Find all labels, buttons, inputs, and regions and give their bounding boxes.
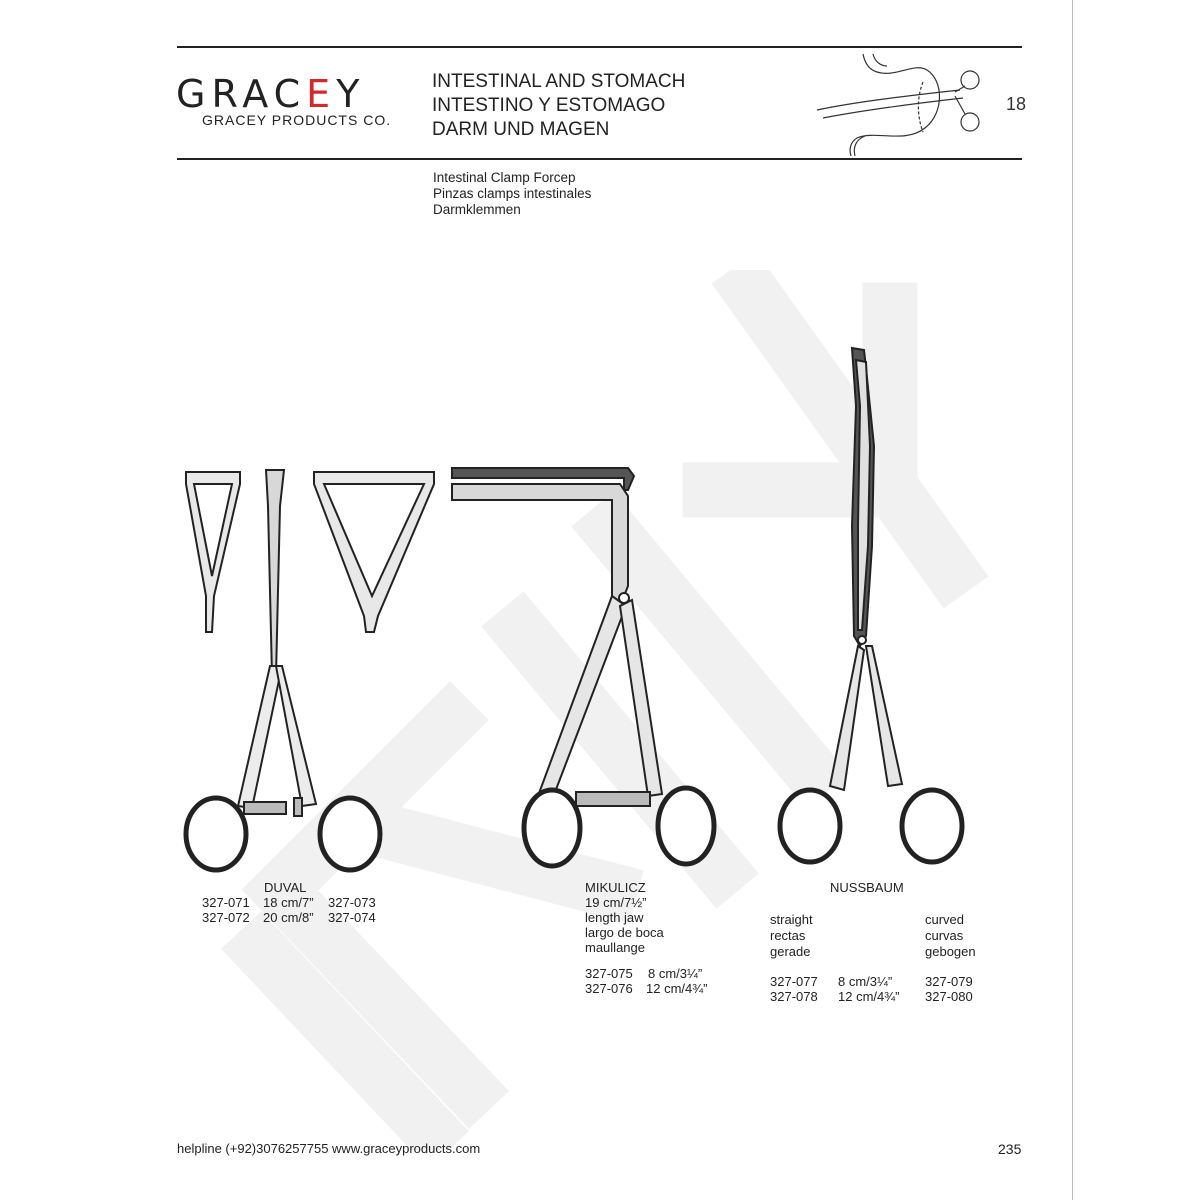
page-title-en: INTESTINAL AND STOMACH — [432, 71, 686, 92]
duval-forceps-icon — [178, 466, 458, 876]
page-title-es: INTESTINO Y ESTOMAGO — [432, 95, 666, 116]
subtitle-en: Intestinal Clamp Forcep — [433, 170, 576, 185]
mikulicz-name: MIKULICZ — [585, 880, 646, 895]
duval-row-1-code-a: 327-071 — [202, 895, 250, 910]
mikulicz-jaw-es: largo de boca — [585, 925, 664, 940]
nussbaum-row-1-code-b: 327-079 — [925, 974, 973, 989]
mikulicz-forceps-icon — [448, 466, 728, 876]
nussbaum-straight-de: gerade — [770, 944, 811, 959]
duval-name: DUVAL — [264, 880, 307, 895]
mikulicz-row-1-code: 327-075 — [585, 966, 633, 981]
brand-wordmark — [176, 72, 365, 116]
section-number: 18 — [1006, 94, 1027, 114]
mikulicz-row-1-size: 8 cm/3¼” — [648, 966, 703, 981]
nussbaum-curved-en: curved — [925, 912, 965, 927]
footer-helpline: helpline (+92)3076257755 www.graceyproducts.com — [177, 1141, 481, 1156]
duval-row-1-code-b: 327-073 — [328, 895, 376, 910]
duval-row-2-code-b: 327-074 — [328, 910, 376, 925]
mikulicz-jaw-en: length jaw — [585, 910, 644, 925]
subtitle-es: Pinzas clamps intestinales — [433, 186, 592, 201]
nussbaum-row-2-size: 12 cm/4¾” — [838, 989, 900, 1004]
nussbaum-row-1-code-a: 327-077 — [770, 974, 818, 989]
wordmark-part: Y — [336, 72, 366, 116]
nussbaum-forceps-icon — [770, 346, 1010, 876]
nussbaum-curved-de: gebogen — [925, 944, 976, 959]
nussbaum-row-2-code-b: 327-080 — [925, 989, 973, 1004]
page-title-de: DARM UND MAGEN — [432, 119, 610, 140]
nussbaum-row-2-code-a: 327-078 — [770, 989, 818, 1004]
mikulicz-row-2-code: 327-076 — [585, 981, 633, 996]
page-frame-line — [1072, 0, 1073, 1200]
company-name: GRACEY PRODUCTS CO. — [202, 112, 392, 128]
nussbaum-row-1-size: 8 cm/3¼” — [838, 974, 893, 989]
header-top-rule — [177, 46, 1022, 48]
wordmark-accent-letter: E — [306, 72, 337, 116]
nussbaum-name: NUSSBAUM — [830, 880, 904, 895]
header-bottom-rule — [177, 158, 1022, 160]
nussbaum-straight-es: rectas — [770, 928, 806, 943]
mikulicz-row-2-size: 12 cm/4¾” — [646, 981, 708, 996]
duval-row-1-size: 18 cm/7” — [263, 895, 314, 910]
mikulicz-jaw-de: maullange — [585, 940, 645, 955]
page-number: 235 — [998, 1141, 1022, 1157]
mikulicz-length: 19 cm/7½” — [585, 895, 647, 910]
wordmark-part: GRAC — [176, 72, 307, 116]
nussbaum-curved-es: curvas — [925, 928, 964, 943]
stomach-with-clamp-icon — [815, 52, 985, 156]
duval-row-2-code-a: 327-072 — [202, 910, 250, 925]
nussbaum-straight-en: straight — [770, 912, 813, 927]
duval-row-2-size: 20 cm/8” — [263, 910, 314, 925]
subtitle-de: Darmklemmen — [433, 202, 521, 217]
